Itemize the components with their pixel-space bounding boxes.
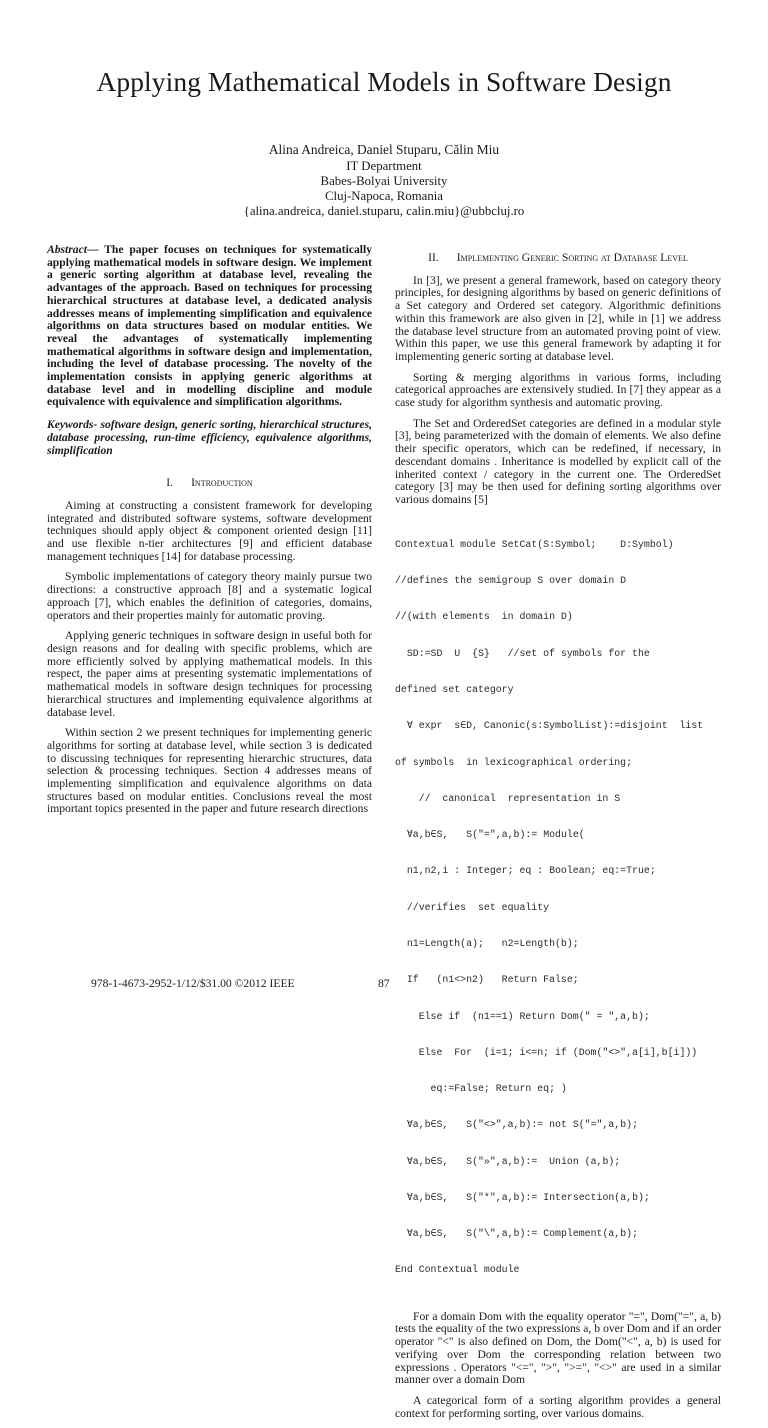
code-line: If (n1<>n2) Return False; — [395, 974, 579, 986]
section-2-paragraph: For a domain Dom with the equality operator "=", Dom("=", a, b) tests the equality of the two expressions a, b over Dom and if an order operator "<" is also defined on Dom, the Dom("<", a, b) is used for verifying over Dom the corresponding relation between two expressions . Operators "<=", ">", ">=", "<>" are used in a similar manner over a domain Dom — [395, 1309, 721, 1387]
paper-title: Applying Mathematical Models in Software Design — [96, 66, 672, 97]
section-2-paragraph: In [3], we present a general framework, based on category theory principles, for designing algorithms by based on generic definitions of a Set category and Ordered set category. Algorithmic definitions within this framework are also given in [2], while in [1] we address the database level structure from an automated proving point of view. Within this paper, we use this general framework by adapting it for implementing generic sorting at database level. — [395, 273, 721, 363]
code-listing — [395, 515, 721, 1301]
footer-isbn: 978-1-4673-2952-1/12/$31.00 ©2012 IEEE — [91, 977, 295, 990]
section-2-number: II. — [428, 251, 439, 264]
section-1-title: Introduction — [191, 476, 253, 490]
code-line: ∀a,b∈S, S("\",a,b):= Complement(a,b); — [395, 1228, 639, 1240]
intro-paragraph: Symbolic implementations of category theory mainly pursue two directions: a constructive approach [8] and a systematic logical approach [7], which enables the definition of categories, domains, operators and their properties mainly for automatic proving. — [47, 570, 372, 622]
affiliation-department: IT Department — [346, 159, 422, 173]
code-line: //(with elements in domain D) — [395, 611, 573, 623]
code-line: eq:=False; Return eq; ) — [395, 1083, 567, 1095]
section-2-heading — [395, 252, 721, 265]
code-line: ∀a,b∈S, S("<>",a,b):= not S("=",a,b); — [395, 1119, 639, 1131]
code-line: //verifies set equality — [395, 901, 550, 913]
code-line: defined set category — [395, 683, 514, 695]
left-column — [47, 244, 372, 824]
intro-paragraph: Aiming at constructing a consistent framework for developing integrated and distributed software systems, software development techniques should apply object & component oriented design [11] and use flexible n-tier architectures [9] and efficient database management techniques [14] for database processing. — [47, 498, 372, 563]
page-number: 87 — [378, 977, 390, 990]
keywords: Keywords- software design, generic sorting, hierarchical structures, database processing, run-time efficiency, equivalence algorithms, simplification — [47, 418, 372, 457]
code-line: Contextual module SetCat(S:Symbol; D:Symbol) — [395, 538, 674, 550]
section-2-paragraph: Sorting & merging algorithms in various forms, including categorical approaches are extensively studied. In [7] they appear as a case study for algorithm synthesis and automatic proving. — [395, 370, 721, 410]
code-line: ∀ expr s∈D, Canonic(s:SymbolList):=disjoint list — [395, 720, 704, 732]
right-column — [395, 252, 721, 1428]
intro-paragraph: Applying generic techniques in software design in useful both for design reasons and for dealing with specific problems, which are more efficiently solved by applying mathematical models. In this respect, the paper aims at presenting systematic implementations of mathematical models in software design techniques for processing hierarchical structures and implementing equivalence algorithms at database level. — [47, 629, 372, 719]
author-emails: {alina.andreica, daniel.stuparu, calin.miu}@ubbcluj.ro — [243, 204, 525, 218]
code-line: End Contextual module — [395, 1264, 520, 1276]
code-line: n1,n2,i : Integer; eq : Boolean; eq:=True; — [395, 865, 656, 877]
abstract-label: Abstract— — [47, 243, 99, 256]
code-line: Else if (n1==1) Return Dom(" = ",a,b); — [395, 1010, 650, 1022]
code-line: //defines the semigroup S over domain D — [395, 575, 627, 587]
abstract — [47, 244, 372, 409]
code-line: of symbols in lexicographical ordering; — [395, 756, 633, 768]
author-names: Alina Andreica, Daniel Stuparu, Călin Miu — [268, 142, 500, 157]
section-2-paragraph: The Set and OrderedSet categories are defined in a modular style [3], being parameterized with the domain of elements. We also define their specific operators, which can be redefined, if necessary, in descendant domains . Inheritance is modelled by explicit call of the inherited context / category in the current one. The OrderedSet category [3] may be then used for defining sorting algorithms over various domains [5] — [395, 416, 721, 506]
section-2-paragraph: A categorical form of a sorting algorithm provides a general context for performing sorting, over various domains. — [395, 1393, 721, 1420]
section-1-number: I. — [166, 476, 174, 490]
code-line: ∀a,b∈S, S("*",a,b):= Intersection(a,b); — [395, 1191, 650, 1203]
section-1-heading — [47, 477, 372, 490]
affiliation-university: Babes-Bolyai University — [320, 174, 448, 188]
code-line: Else For (i=1; i<=n; if (Dom("<>",a[i],b[i])) — [395, 1046, 698, 1058]
code-line: ∀a,b∈S, S("»",a,b):= Union (a,b); — [395, 1155, 621, 1167]
code-line: n1=Length(a); n2=Length(b); — [395, 937, 579, 949]
author-block — [0, 142, 768, 219]
abstract-text: The paper focuses on techniques for systematically applying mathematical models in software design. We implement a generic sorting algorithm at database level, revealing the advantages of the approach. Based on techniques for processing hierarchical structures at database level, a dedicated analysis addresses means of implementing simplification and equivalence algorithms on data structures based on modular entities. We reveal the advantages of systematically implementing mathematical algorithms in software design and implementation, including the level of database processing. The novelty of the implementation consists in applying generic algorithms at database level and in modelling discipline and module equivalence with equivalence and simplification algorithms. — [47, 243, 372, 409]
code-line: // canonical representation in S — [395, 792, 621, 804]
section-2-title: Implementing Generic Sorting at Database Level — [456, 251, 688, 264]
affiliation-location: Cluj-Napoca, Romania — [325, 189, 443, 203]
code-line: ∀a,b∈S, S("=",a,b):= Module( — [395, 829, 585, 841]
intro-paragraph: Within section 2 we present techniques for implementing generic algorithms for sorting at database level, while section 3 is dedicated to discussing techniques for representing hierarchic structures, data selection & processing techniques. Section 4 addresses means of implementing simplification and equivalence algorithms on data structures based on modular entities. Conclusions reveal the most important topics presented in the paper and future research directions — [47, 726, 372, 816]
code-line: SD:=SD U {S} //set of symbols for the — [395, 647, 650, 659]
